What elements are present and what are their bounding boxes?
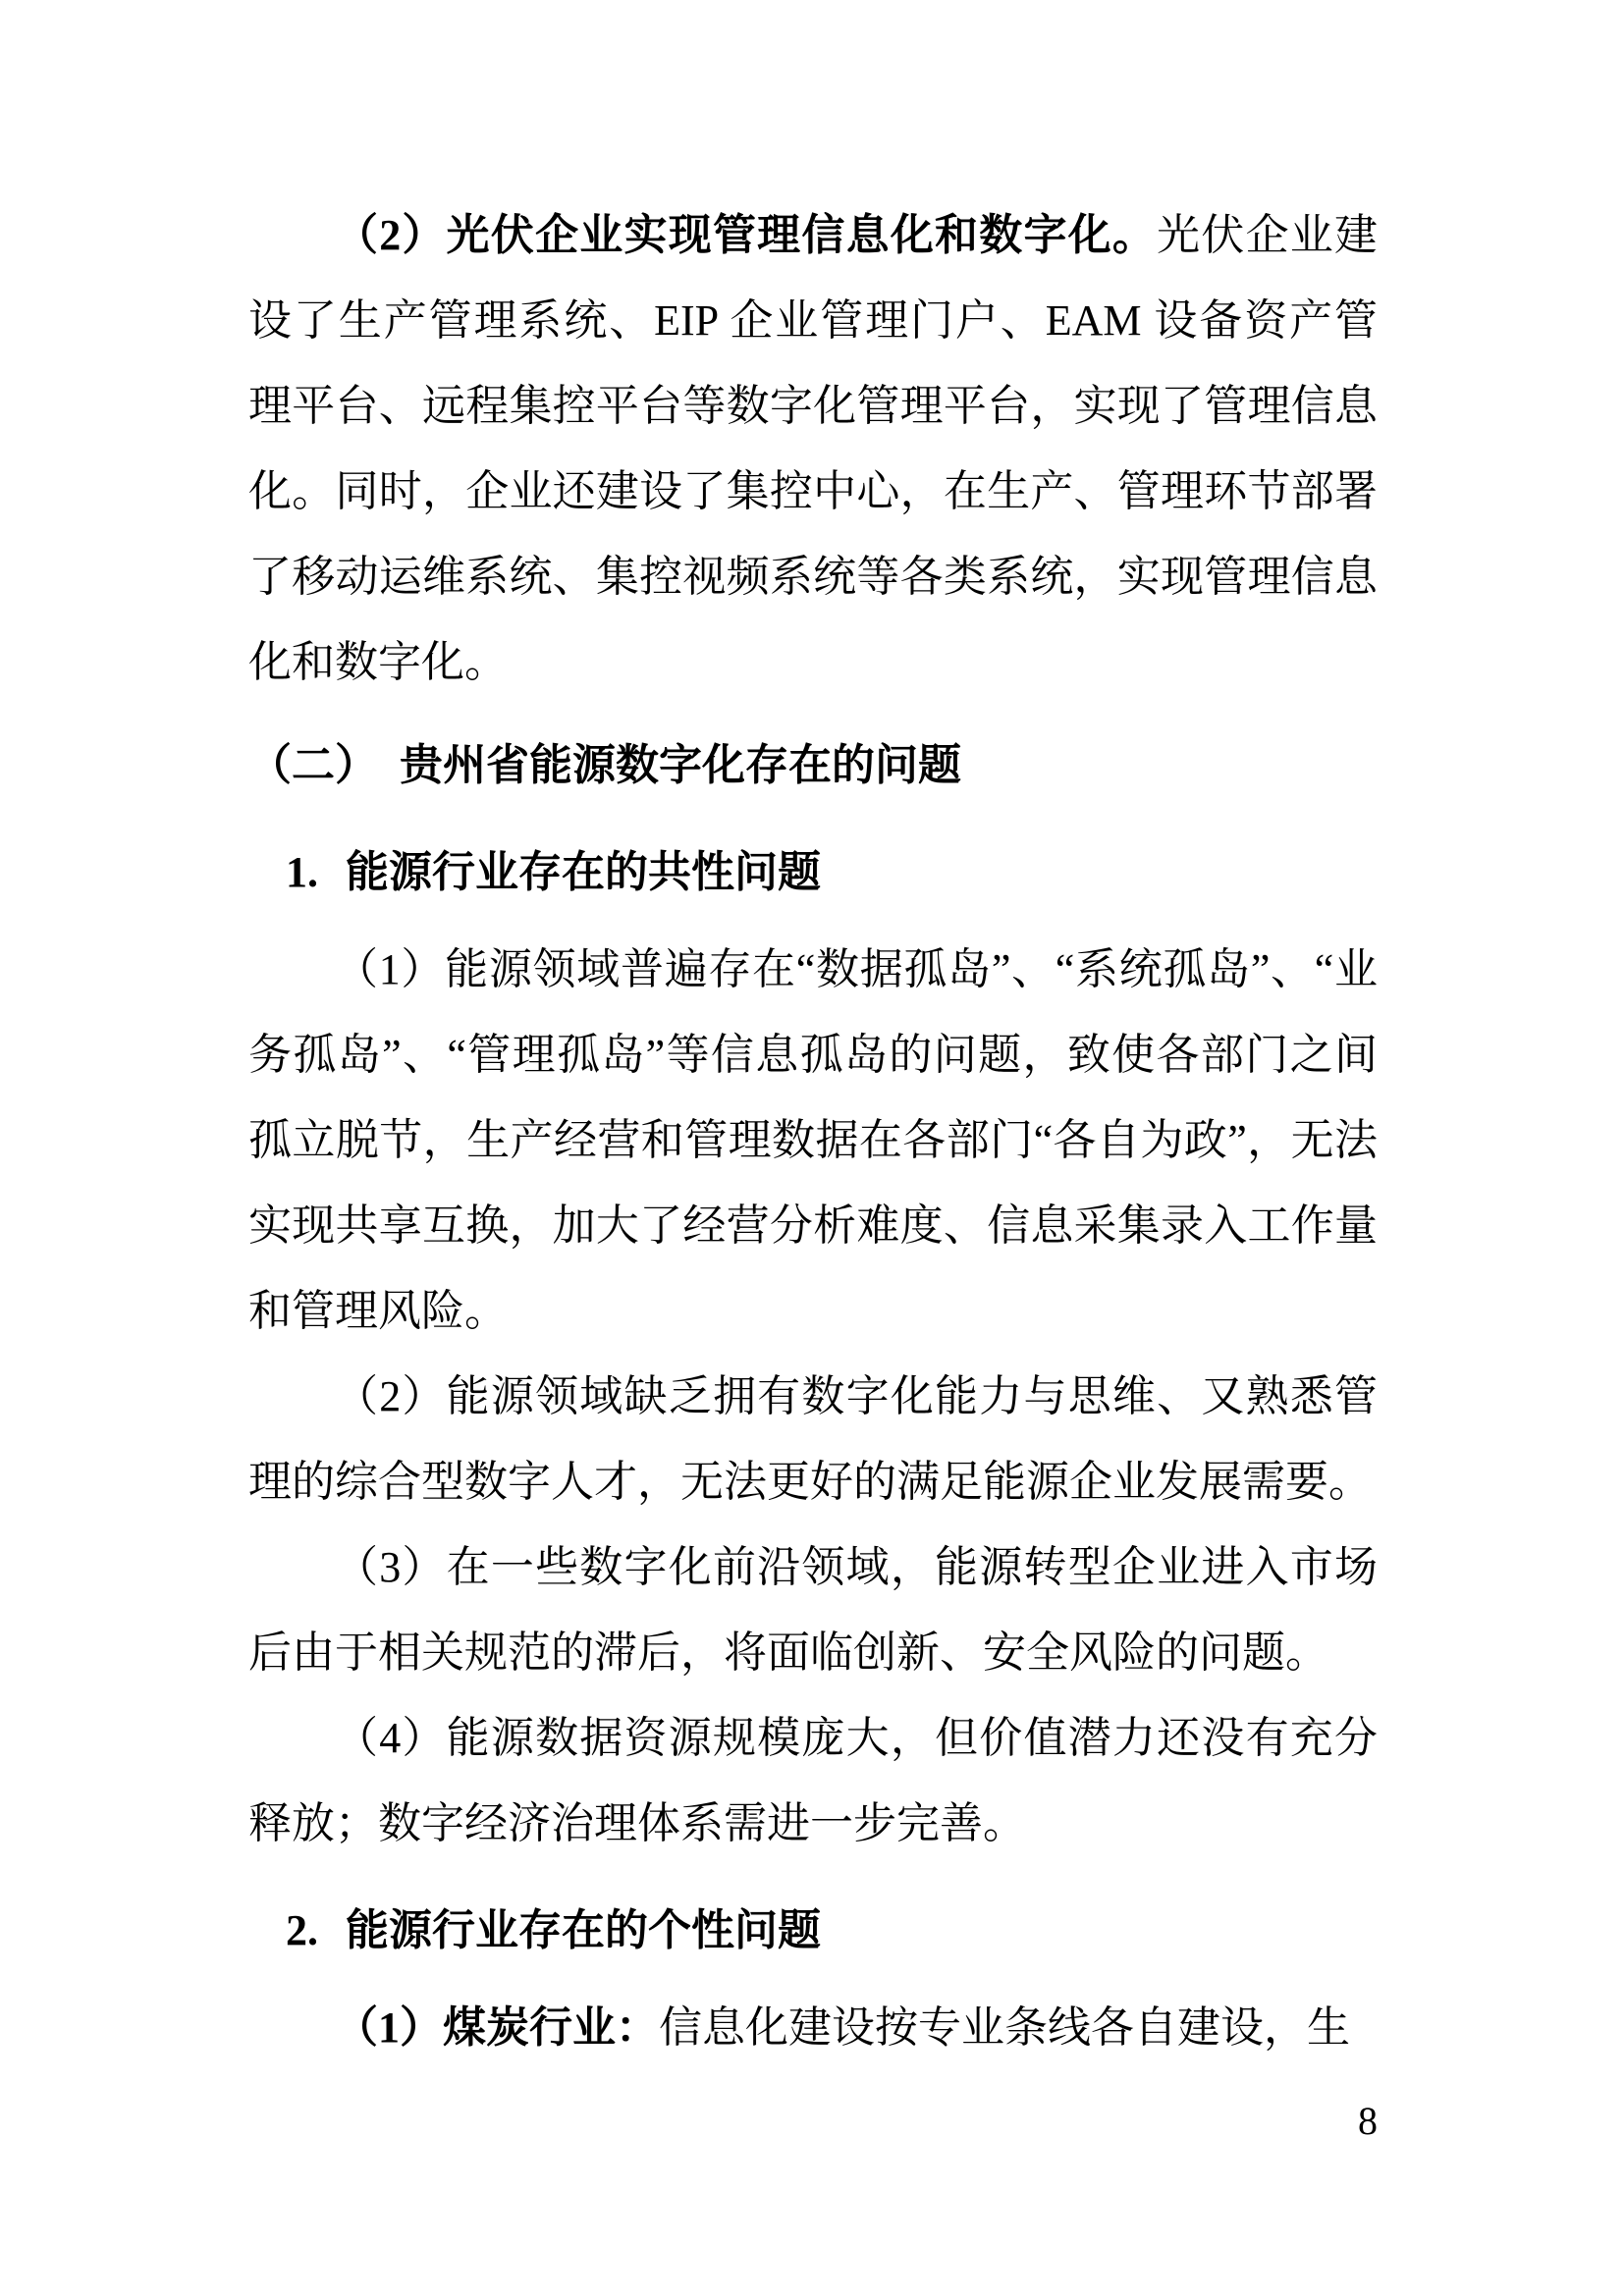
sub-heading-common-issues-title: 能源行业存在的共性问题: [346, 848, 821, 896]
sub-heading-common-issues-number: 1.: [286, 848, 318, 896]
paragraph-coal-industry-text: 信息化建设按专业条线各自建设，生: [659, 2003, 1350, 2052]
section-heading-2-title: 贵州省能源数字化存在的问题: [400, 741, 961, 789]
page-number: 8: [1358, 2099, 1378, 2143]
section-heading-2: [248, 722, 1378, 808]
sub-heading-specific-issues-title: 能源行业存在的个性问题: [346, 1906, 821, 1954]
paragraph-common-issue-2: （2）能源领域缺乏拥有数字化能力与思维、又熟悉管理的综合型数字人才，无法更好的满足能源企业发展需要。: [248, 1372, 1378, 1506]
sub-heading-specific-issues: [248, 1888, 1378, 1973]
paragraph-common-issue-3: （3）在一些数字化前沿领域，能源转型企业进入市场后由于相关规范的滞后，将面临创新、安全风险的问题。: [248, 1543, 1378, 1677]
paragraph-photovoltaic-lead: （2）光伏企业实现管理信息化和数字化。: [335, 211, 1158, 259]
paragraph-coal-industry: [248, 1985, 1378, 2070]
sub-heading-specific-issues-number: 2.: [286, 1906, 318, 1954]
paragraph-coal-industry-lead: （1）煤炭行业：: [335, 2003, 659, 2052]
paragraph-photovoltaic: [248, 192, 1378, 705]
paragraph-common-issue-1: （1）能源领域普遍存在“数据孤岛”、“系统孤岛”、“业务孤岛”、“管理孤岛”等信息孤岛的问题，致使各部门之间孤立脱节，生产经营和管理数据在各部门“各自为政”，无法实现共享互换，加大了经营分析难度、信息采集录入工作量和管理风险。: [248, 945, 1378, 1335]
section-heading-2-number: （二）: [248, 741, 378, 789]
document-body: [248, 192, 1378, 2145]
paragraph-common-issue-4: （4）能源数据资源规模庞大，但价值潜力还没有充分释放；数字经济治理体系需进一步完善。: [248, 1714, 1378, 1847]
sub-heading-common-issues: [248, 829, 1378, 915]
paragraph-photovoltaic-text: 光伏企业建设了生产管理系统、EIP 企业管理门户、EAM 设备资产管理平台、远程集控平台等数字化管理平台，实现了管理信息化。同时，企业还建设了集控中心，在生产、管理环节部署了移动运维系统、集控视频系统等各类系统，实现管理信息化和数字化。: [248, 211, 1379, 686]
